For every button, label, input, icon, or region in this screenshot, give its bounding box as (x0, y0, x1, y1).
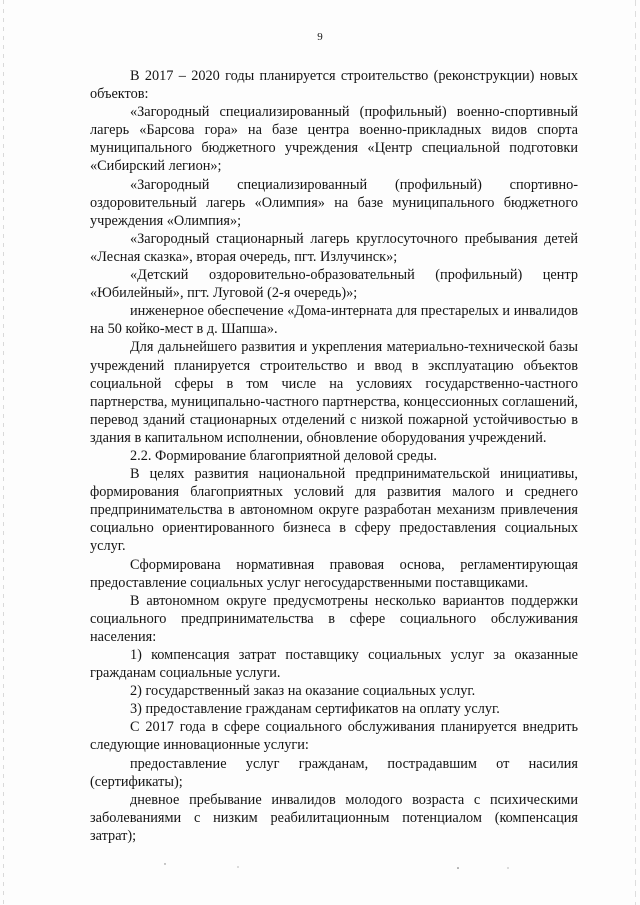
list-item: 3) предоставление гражданам сертификатов на оплату услуг. (130, 701, 500, 718)
paragraph: В 2017 – 2020 годы планируется строительство (реконструкции) новых объектов: (90, 68, 578, 103)
paragraph: Для дальнейшего развития и укрепления материально-технической базы учреждений планируется строительство и ввод в эксплуатацию объектов социальной сферы в том числе на условиях государственно-частного партнерства, муниципально-частного партнерства, концессионных соглашений, перевод зданий стационарных отделений с низкой пожарной устойчивостью в здания в капитальном исполнении, обновление оборудования учреждений. (90, 339, 578, 446)
paragraph: предоставление услуг гражданам, пострадавшим от насилия (сертификаты); (90, 755, 578, 790)
list-item: 2) государственный заказ на оказание социальных услуг. (130, 683, 476, 700)
paragraph: В автономном округе предусмотрены несколько вариантов поддержки социального предпринимательства в сфере социального обслуживания населения: (90, 592, 578, 645)
paragraph: «Детский оздоровительно-образовательный (профильный) центр «Юбилейный», пгт. Луговой (2-я очередь)»; (90, 267, 578, 302)
paragraph: С 2017 года в сфере социального обслуживания планируется внедрить следующие инновационные услуги: (90, 719, 578, 754)
paragraph: «Загородный стационарный лагерь круглосуточного пребывания детей «Лесная сказка», вторая очередь, пгт. Излучинск»; (90, 230, 578, 265)
paragraph: «Загородный специализированный (профильный) военно-спортивный лагерь «Барсова гора» на базе центра военно-прикладных видов спорта муниципального бюджетного учреждения «Центр специальной подготовки «Сибирский легион»; (90, 104, 578, 175)
paragraph: инженерное обеспечение «Дома-интерната для престарелых и инвалидов на 50 койко-мест в д. Шапша». (90, 303, 578, 338)
document-body (90, 67, 578, 845)
paragraph: В целях развития национальной предпринимательской инициативы, формирования благоприятных условий для развития малого и среднего предпринимательства в автономном округе разработан механизм привлечения социально ориентированного бизнеса в сферу предоставления социальных услуг. (90, 466, 578, 555)
paragraph: «Загородный специализированный (профильный) спортивно-оздоровительный лагерь «Олимпия» на базе муниципального бюджетного учреждения «Олимпия»; (90, 176, 578, 229)
paragraph: Сформирована нормативная правовая основа, регламентирующая предоставление социальных услуг негосударственными поставщиками. (90, 556, 578, 591)
page-number: 9 (317, 31, 323, 43)
paragraph: дневное пребывание инвалидов молодого возраста с психическими заболеваниями с низким реабилитационным потенциалом (компенсация затрат); (90, 791, 578, 844)
list-item: 1) компенсация затрат поставщику социальных услуг за оказанные гражданам социальные услуги. (90, 647, 578, 682)
section-heading: 2.2. Формирование благоприятной деловой среды. (130, 447, 437, 464)
